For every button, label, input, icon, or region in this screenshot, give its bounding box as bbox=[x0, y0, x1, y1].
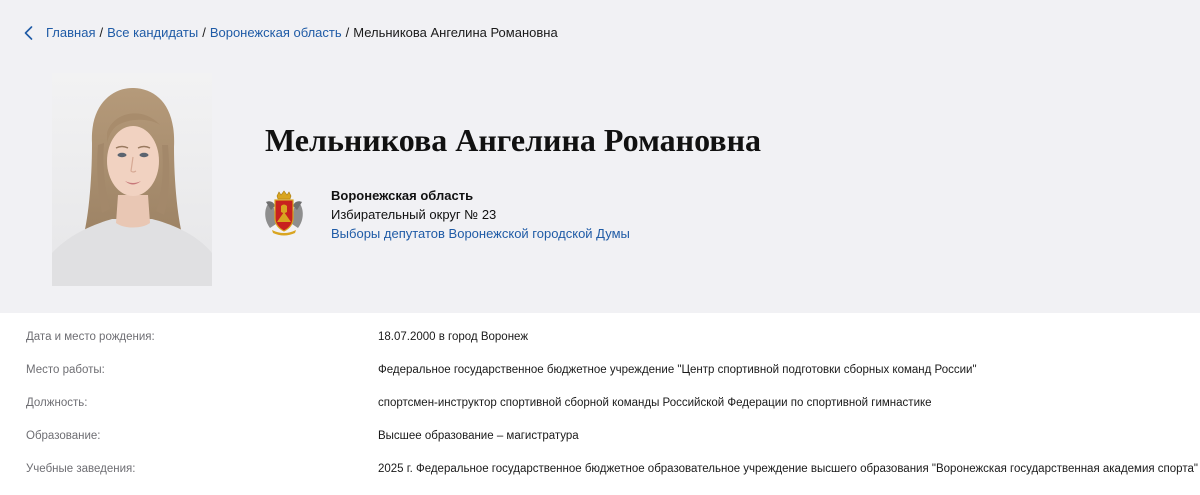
detail-label: Место работы: bbox=[26, 364, 105, 376]
election-link[interactable]: Выборы депутатов Воронежской городской Думы bbox=[331, 226, 630, 241]
detail-row-workplace bbox=[0, 354, 1200, 387]
breadcrumb-region[interactable]: Воронежская область bbox=[209, 25, 342, 40]
detail-row-position bbox=[0, 387, 1200, 420]
candidate-name: Мельникова Ангелина Романовна bbox=[265, 122, 761, 158]
electoral-district: Избирательный округ № 23 bbox=[331, 207, 497, 222]
detail-row-birth bbox=[0, 321, 1200, 354]
detail-value: 18.07.2000 в город Воронеж bbox=[378, 331, 529, 343]
region-name: Воронежская область bbox=[331, 188, 474, 203]
detail-row-education bbox=[0, 420, 1200, 453]
detail-row-institutions bbox=[0, 453, 1200, 486]
breadcrumb bbox=[24, 24, 558, 42]
detail-value: 2025 г. Федеральное государственное бюджетное образовательное учреждение высшего образования "Воронежская государственная академия спорта" bbox=[378, 463, 1198, 475]
detail-label: Должность: bbox=[26, 397, 88, 409]
breadcrumb-current: Мельникова Ангелина Романовна bbox=[353, 25, 558, 40]
detail-label: Учебные заведения: bbox=[26, 463, 136, 475]
detail-label: Образование: bbox=[26, 430, 101, 442]
breadcrumb-separator: / bbox=[202, 25, 206, 40]
breadcrumb-separator: / bbox=[345, 25, 350, 40]
detail-value: спортсмен-инструктор спортивной сборной команды Российской Федерации по спортивной гимнастике bbox=[378, 397, 932, 409]
detail-label: Дата и место рождения: bbox=[26, 331, 155, 343]
chevron-left-icon[interactable] bbox=[24, 24, 38, 42]
candidate-details bbox=[0, 313, 1200, 486]
region-info bbox=[331, 186, 630, 243]
breadcrumb-home[interactable]: Главная bbox=[46, 25, 96, 40]
breadcrumb-all-candidates[interactable]: Все кандидаты bbox=[107, 25, 199, 40]
detail-value: Федеральное государственное бюджетное учреждение "Центр спортивной подготовки сборных команд России" bbox=[378, 364, 977, 376]
region-coat-of-arms-icon bbox=[262, 190, 306, 236]
candidate-photo bbox=[52, 73, 212, 286]
detail-value: Высшее образование – магистратура bbox=[378, 430, 579, 442]
breadcrumb-separator: / bbox=[99, 25, 104, 40]
